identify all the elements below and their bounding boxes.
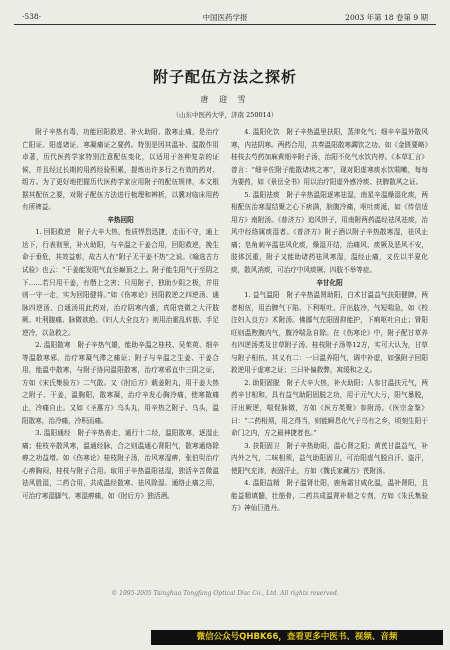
right-text-column bbox=[231, 126, 428, 582]
paragraph: 4. 温阳化饮 附子辛热温里扶阳，蒸津化气；细辛辛温外散风寒，内祛阴寒。两药合用，共奏温阳散寒蠲饮之功。如《金匮要略》桂枝去芍药加麻黄细辛附子汤，治阳不化气水饮内停。《本草汇言》曾言：“细辛佐附子能散诸疾之寒”，现对阳虚寒痰水饮喘嗽，每每为要药，如《景岳全书》用以治疗阳虚外感冷痰、扶脾散风之证。 bbox=[231, 128, 428, 187]
author-affiliation: （山东中医药大学，济南 250014） bbox=[172, 111, 278, 119]
journal-name: 中国医药学报 bbox=[202, 13, 248, 22]
paragraph: 5. 温阳祛痰 附子辛热温阳逐寒祛湿，南星辛温燥湿化痰，两相配伍治寒湿结聚之心下痞满，脘腹冷痛，呕吐痰涎，如《传信适用方》南附汤。《普济方》追风饼子，用南附两药温经祛风祛痰，治风中经络属痰湿者。《普济方》附子酒以附子辛热散寒湿，祛风止痛；皂角刺辛温祛风化痰，燥湿开结，治痛风、痰厥及恶风不安，肢体沉重，附子又能助诸药祛风寒湿，温经止痛，又佐以半夏化痰，散风消痰，可治疗中风痰厥、四肢不举等症。 bbox=[231, 190, 428, 275]
paragraph: 1. 益气温阳 附子辛热温肾助阳，白术甘温益气扶阳健脾，两者相伍，用治脾气下陷、下利呕吐、汗出肢冷，气短喘急，如《校注妇人良方》术附汤。佛鄙气充阳固抑能护，下痢呕吐自止；肾阳旺则温煦腹内气，腹冷喘急自除。在《伤寒论》中，附子配甘草养有四逆汤类及甘草附子汤、桂枝附子汤等12方，实可大认为，甘草与附子相伍，其义有二：一曰温养阳气，调中补虚，如强附子回阳救逆用于虚寒之证；三曰补偏救弊，寓缓和之义。 bbox=[231, 291, 428, 375]
copyright-notice: © 1995-2005 Tsinghua Tongfang Optical Disc Co., Ltd. All rights reserved. bbox=[111, 590, 339, 597]
paragraph: 2. 温阳散寒 附子辛热气雄，能助辛温之桂枝、吴茱萸、细辛等温散寒邪，治疗寒凝气滞之痛证；附子与辛温之生姜、干姜合用，能温中散寒，与附子协同温阳散寒，治疗寒邪直中三阴之证，方如《宋氏集验方》二气散。又《肘后方》载姜附丸，用干姜大热之附子、干姜，温胸阳，散寒凝，治疗辛发心胸冷痛，使寒散痛止，冷痛自止。又如《圣惠方》乌头丸，用辛热之附子、乌头，温阳散寒，治冷痛，冷积而痛。 bbox=[22, 341, 219, 425]
page-number: ·538· bbox=[22, 12, 42, 21]
paragraph: 3. 温阳通经 附子辛热善走，通行十二经，温阳散寒，逐湿止痛；桂枝辛散风寒，温通经脉，合之则温通心肾阳气，散寒通络除痹之功益增。如《伤寒论》桂枝附子汤，治风寒湿痹，张伯臾治疗心痹胸闷，桂枝与附子合用。取用于辛热温阳祛湿，独活辛苦微温祛风胜湿，二药合用，共成温经散寒、祛风除湿、通络止痛之用，可治疗寒湿脚气、寒湿痹痛，如《肘后方》独活酒。 bbox=[22, 429, 219, 500]
paragraph: 2. 助阳固脱 附子大辛大热，补火助阳；人参甘温扶元气，两药辛甘相和，具有益气助阳固脱之功，用于元气大亏，阳气暴脱，汗出厥逆，喘促脉微，方如《医方类聚》参附汤。《医宗金鉴》曰：“二药相须，用之得当，则能瞬息化气于乌有之乡，顷刻生阳于命门之内，方之最神捷者也。” bbox=[231, 378, 428, 438]
section-heading: 辛甘化阳 bbox=[316, 278, 343, 287]
section-heading: 辛热回阳 bbox=[107, 215, 134, 224]
article-title: 附子配伍方法之探析 bbox=[152, 68, 297, 86]
issue-info: 2003 年第 18 卷第 9 期 bbox=[345, 13, 428, 22]
article-author: 唐 迎 雪 bbox=[200, 95, 250, 104]
paragraph: 4. 温阳益精 附子温肾壮阳，鹿角霜甘咸化温，温补肾阳，且能益精填髓，壮筋骨，二药共成温肾补精之专剂，方如《朱氏集验方》神仙巨胜丹。 bbox=[231, 479, 428, 513]
paragraph: 附子辛热有毒，功能回阳救逆、补火助阳、散寒止痛，是治疗亡阳证、阳虚诸证、寒凝痛证之要药。特别是因其温补、温散作用卓著，历代医药学家特别注意配伍变化，以适用于各种复杂的证候，并且经过长期的用药经验积累，提炼出许多行之有效的药对、组方。为了更好地把握历代医药学家应用附子的配伍规律，本文根据其配伍之要，对附子配伍方法进行梳理和辨析，以冀对临床用药有所裨益。 bbox=[22, 128, 219, 212]
left-text-column bbox=[22, 126, 219, 582]
running-header bbox=[14, 10, 436, 25]
paragraph: 3. 扶阳固卫 附子辛热助阳，温心肾之阳；黄芪甘温益气，补内外之气，二味相须，益气助阳固卫，可治阳虚气脱自汗、盗汗，使阳气充沛，表固汗止，方如《魏氏家藏方》芪附汤。 bbox=[231, 441, 428, 475]
promo-banner: 微信公众号QHBK66，查看更多中医书、视频、音频 bbox=[151, 630, 443, 645]
paragraph: 1. 回阳救逆 附子大辛大热，性质悍烈迅捷，走而不守，通上达下，行表彻里，补火助阳，与辛温之干姜合用，回阳救逆，挽生命于垂危，其效益彰，故古人有“附子无干姜不热”之说。《喻选古方试验》也云：“干姜能发阳气直至巅顶之上。附子能生阳气于至阴之下……若只用干姜，有僭上之害；只用附子，独助少阴之极，并用则一守一走，实为回阳健将。”如《伤寒论》回阳救逆之四逆汤、通脉四逆汤、白通汤用此药对，治疗阴寒内盛，真阳衰微之大汗肢厥、吐利腹痛、脉微欲绝。《妇人大全良方》则用治霍乱转筋、手足逆冷，以急救之。 bbox=[22, 228, 219, 337]
